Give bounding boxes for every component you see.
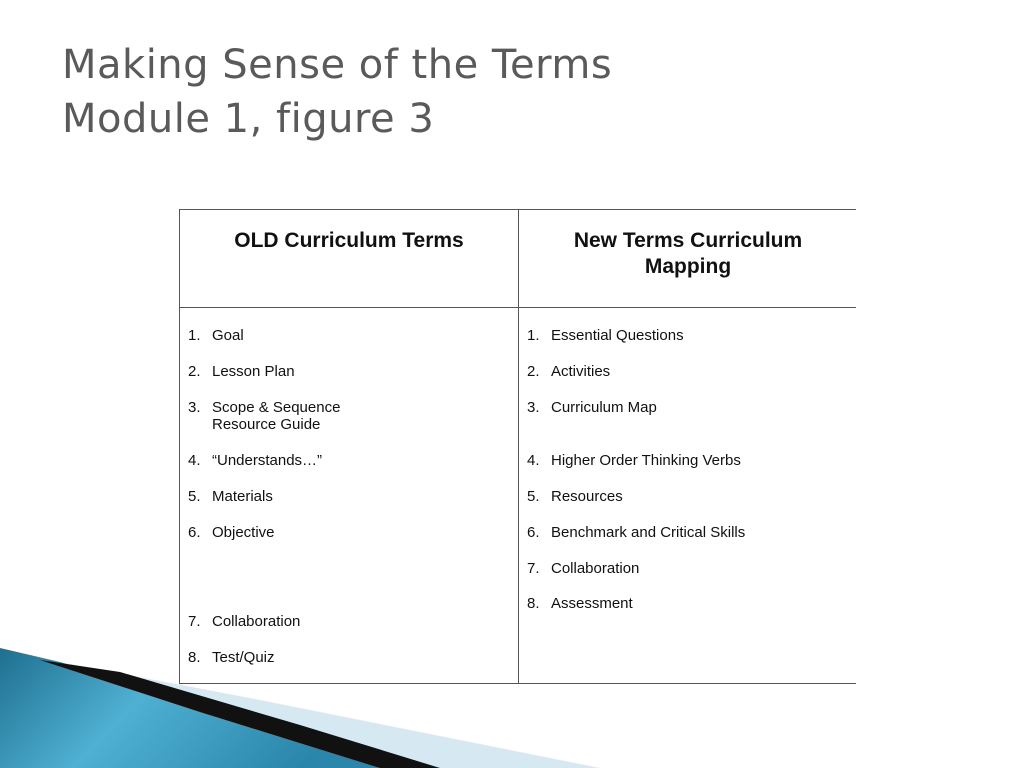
item-number: 8. xyxy=(527,595,540,612)
item-number: 3. xyxy=(188,399,201,416)
item-number: 6. xyxy=(188,524,201,541)
item-text: Collaboration xyxy=(551,560,640,577)
item-number: 1. xyxy=(527,327,540,344)
item-number: 4. xyxy=(188,452,201,469)
item-text: Higher Order Thinking Verbs xyxy=(551,452,741,469)
item-text: Assessment xyxy=(551,595,633,612)
item-text: Benchmark and Critical Skills xyxy=(551,524,746,541)
item-text: Test/Quiz xyxy=(212,649,275,666)
item-number: 5. xyxy=(527,488,540,505)
item-text: Collaboration xyxy=(212,613,301,630)
item-text: Essential Questions xyxy=(551,327,684,344)
item-number: 8. xyxy=(188,649,201,666)
header-new-terms-line1: New Terms Curriculum xyxy=(573,229,803,252)
item-text: “Understands…” xyxy=(212,452,323,469)
item-text: Scope & Sequence xyxy=(212,399,341,416)
item-number: 2. xyxy=(527,363,540,380)
header-new-terms-line2: Mapping xyxy=(644,255,732,278)
header-old-terms: OLD Curriculum Terms xyxy=(234,229,464,252)
item-number: 1. xyxy=(188,327,201,344)
item-text: Objective xyxy=(212,524,275,541)
item-text: Lesson Plan xyxy=(212,363,295,380)
slide-title-line2: Module 1, figure 3 xyxy=(62,96,435,142)
item-text: Activities xyxy=(551,363,611,380)
item-number: 6. xyxy=(527,524,540,541)
item-number: 7. xyxy=(527,560,540,577)
item-text: Resources xyxy=(551,488,623,505)
item-number: 2. xyxy=(188,363,201,380)
item-text: Goal xyxy=(212,327,244,344)
item-text: Curriculum Map xyxy=(551,399,657,416)
item-number: 7. xyxy=(188,613,201,630)
item-number: 3. xyxy=(527,399,540,416)
item-number: 5. xyxy=(188,488,201,505)
item-subtext: Resource Guide xyxy=(212,416,321,433)
item-text: Materials xyxy=(212,488,273,505)
item-number: 4. xyxy=(527,452,540,469)
slide-title-line1: Making Sense of the Terms xyxy=(62,42,613,88)
